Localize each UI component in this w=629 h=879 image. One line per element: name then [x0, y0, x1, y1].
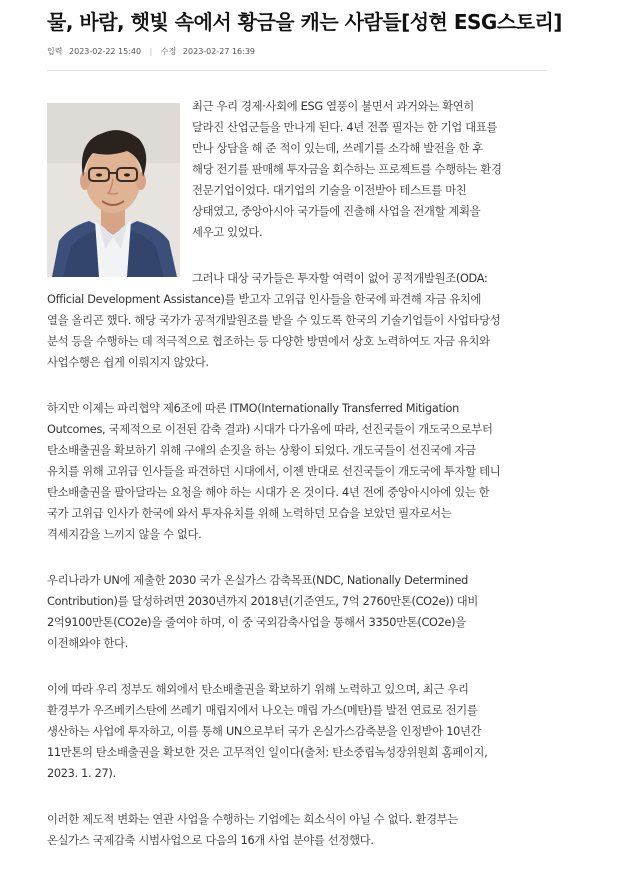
modified-date: 2023-02-27 16:39 — [182, 47, 256, 56]
meta-divider: | — [149, 47, 153, 56]
published-label: 입력 — [47, 47, 63, 56]
title-divider — [47, 70, 547, 71]
paragraph: 최근 우리 경제·사회에 ESG 열풍이 불면서 과거와는 확연히 달라진 산업군들을 만나게 된다. 4년 전쯤 필자는 한 기업 대표를 만나 상담을 해 준 적이 있는데, 쓰레기를 소각해 발전을 한 후 해당 전기를 판매해 투자금을 회수하는 프로젝트를 수행하는 환경 전문기업이었다. 대기업의 기술을 이전받아 테스트를 마친 상태였고, 중앙아시아 국가들에 진출해 사업을 전개할 계획을 세우고 있었다. — [192, 100, 502, 239]
paragraph: 그러나 대상 국가들은 투자할 여력이 없어 공적개발원조(ODA: Official Development Assistance)를 받고자 고위급 인사들을 한국에 파견해 자금 유치에 열을 올리곤 했다. 해당 국가가 공적개발원조를 받을 수 있도록 한국의 기술기업들이 사업타당성 분석 등을 수행하는 데 적극적으로 협조하는 등 다양한 방면에서 상호 노력하여도 자금 유치와 사업수행은 쉽게 이뤄지지 않았다. — [47, 272, 501, 369]
article-meta — [47, 46, 255, 57]
paragraph: 이에 따라 우리 정부도 해외에서 탄소배출권을 확보하기 위해 노력하고 있으며, 최근 우리 환경부가 우즈베키스탄에 쓰레기 매립지에서 나오는 매립 가스(메탄)를 발전 연료로 전기를 생산하는 사업에 투자하고, 이를 통해 UN으로부터 국가 온실가스감축분을 인정받아 10년간 11만톤의 탄소배출권을 확보한 것은 고무적인 일이다(출처: 탄소중립녹성장위원회 홈페이지, 2023. 1. 27). — [47, 683, 488, 780]
article-body — [47, 96, 502, 876]
paragraph: 이러한 제도적 변화는 연관 사업을 수행하는 기업에는 희소식이 아닐 수 없다. 환경부는 온실가스 국제감축 시범사업으로 다음의 16개 사업 분야를 선정했다. — [47, 813, 458, 847]
paragraph: 하지만 이제는 파리협약 제6조에 따른 ITMO(Internationally Transferred Mitigation Outcomes, 국제적으로 이전된 감축 결과) 시대가 다가옴에 따라, 선진국들이 개도국으로부터 탄소배출권을 확보하기 위해 구애의 손짓을 하는 상황이 되었다. 개도국들이 선진국에 자금 유치를 위해 고위급 인사들을 파견하던 시대에서, 이젠 반대로 선진국들이 개도국에 투자할 테니 탄소배출권을 팔아달라는 요청을 해야 하는 시대가 온 것이다. 4년 전에 중앙아시아에 있는 한 국가 고위급 인사가 한국에 와서 투자유치를 위해 노력하던 모습을 보았던 필자로서는 격세지감을 느끼지 않을 수 없다. — [47, 402, 501, 541]
article-title: 물, 바람, 햇빛 속에서 황금을 캐는 사람들[성현 ESG스토리] — [47, 10, 562, 34]
paragraph: 우리나라가 UN에 제출한 2030 국가 온실가스 감축목표(NDC, Nationally Determined Contribution)를 달성하려면 2030년까지 2018년(기준연도, 7억 2760만톤(CO2e)) 대비 2억9100만톤(CO2e)을 줄여야 하며, 이 중 국외감축사업을 통해서 3350만톤(CO2e)을 이전해와야 한다. — [47, 574, 479, 650]
published-date: 2023-02-22 15:40 — [69, 47, 142, 56]
modified-label: 수정 — [160, 47, 177, 56]
